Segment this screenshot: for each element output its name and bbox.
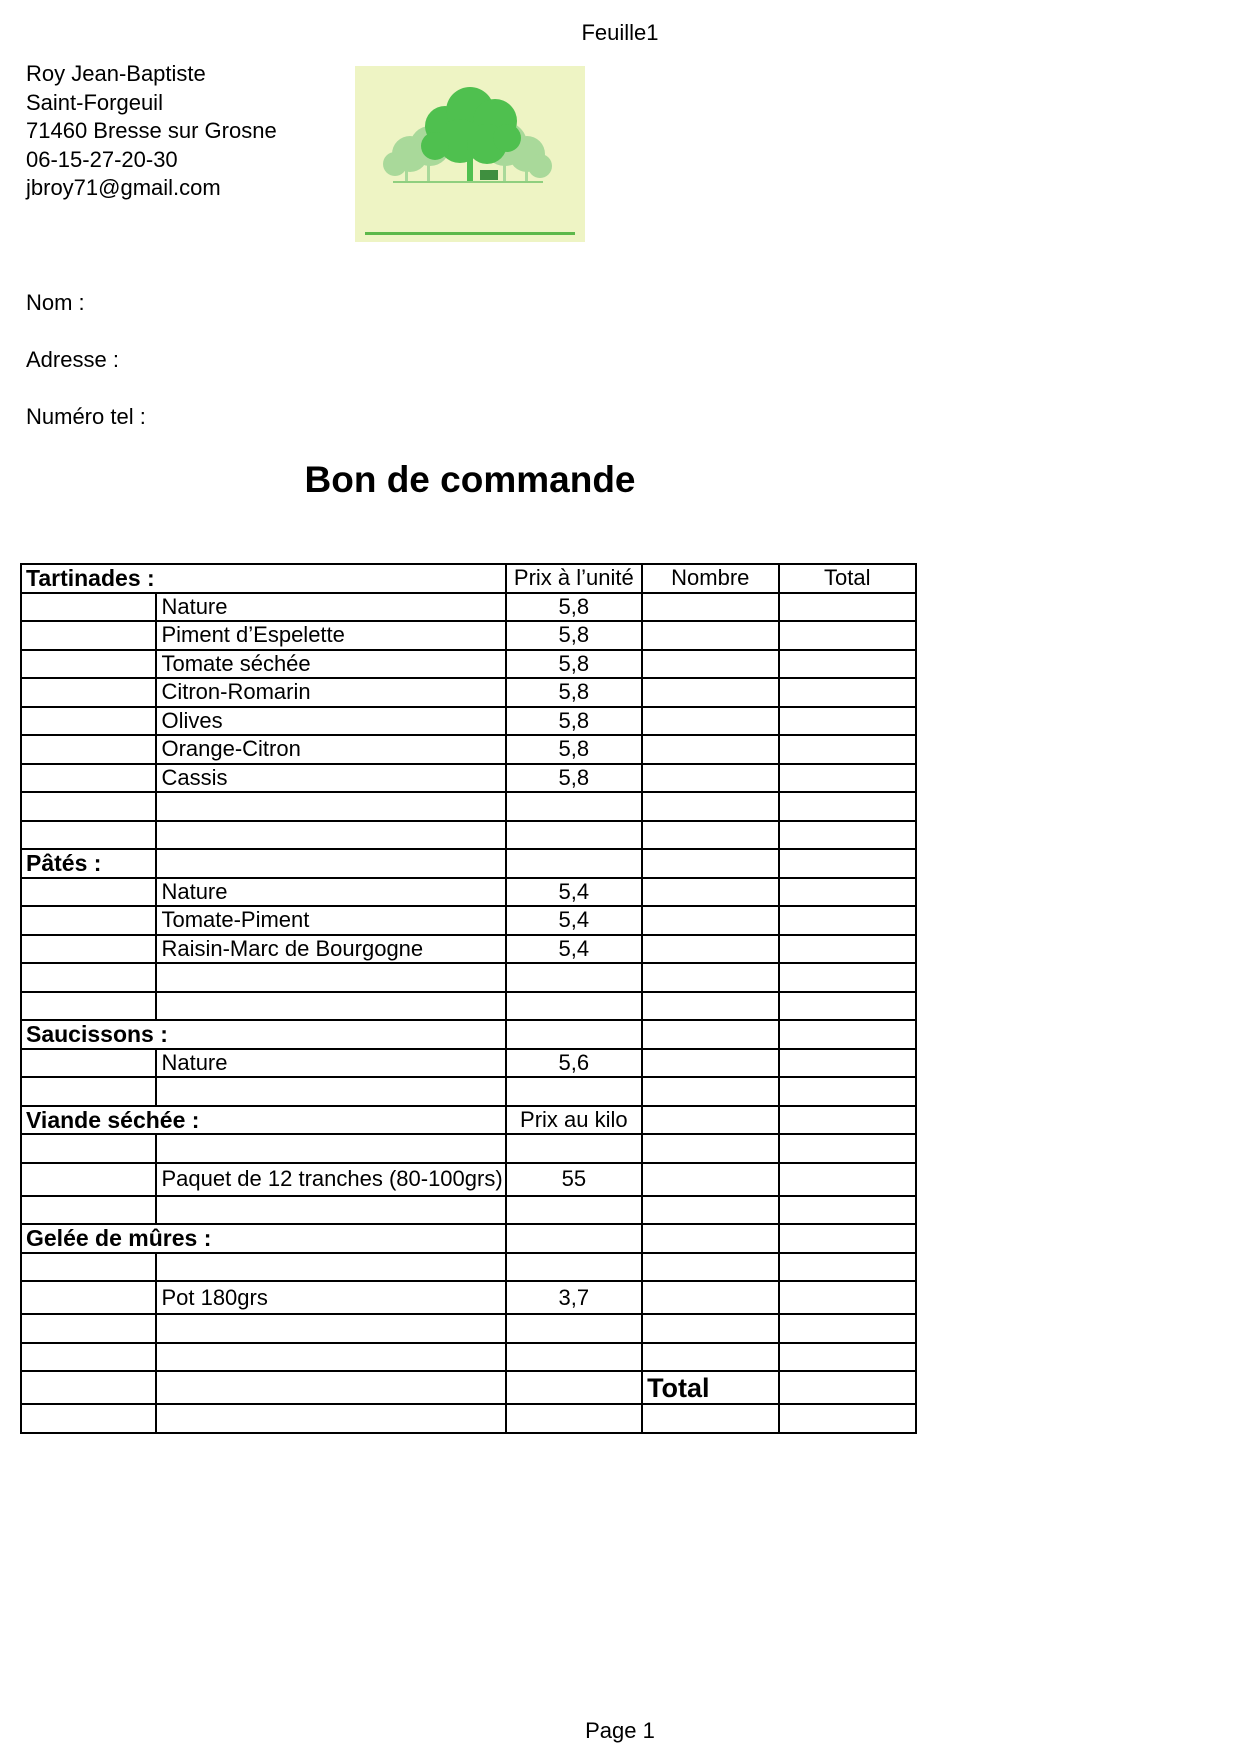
empty-row [21, 792, 916, 821]
product-price: 5,8 [506, 735, 642, 764]
quantity-cell[interactable] [642, 735, 778, 764]
customer-phone-label: Numéro tel : [26, 404, 146, 429]
empty-row [21, 1343, 916, 1372]
product-price: 5,4 [506, 878, 642, 907]
page-number: Page 1 [585, 1718, 655, 1743]
sender-name: Roy Jean-Baptiste [26, 61, 206, 86]
section-pates: Pâtés : [21, 849, 156, 878]
customer-address-label: Adresse : [26, 347, 119, 372]
order-table [20, 563, 917, 1434]
product-price: 5,8 [506, 678, 642, 707]
product-name: Paquet de 12 tranches (80-100grs) [156, 1163, 505, 1196]
product-name: Nature [156, 1049, 505, 1078]
total-cell[interactable] [779, 1281, 916, 1314]
product-name: Citron-Romarin [156, 678, 505, 707]
page-title: Bon de commande [304, 459, 636, 500]
total-cell[interactable] [779, 735, 916, 764]
sender-email: jbroy71@gmail.com [26, 175, 221, 200]
product-name: Cassis [156, 764, 505, 793]
quantity-cell[interactable] [642, 906, 778, 935]
product-name: Raisin-Marc de Bourgogne [156, 935, 505, 964]
product-name: Nature [156, 593, 505, 622]
quantity-cell[interactable] [642, 1163, 778, 1196]
total-cell[interactable] [779, 678, 916, 707]
total-cell[interactable] [779, 1163, 916, 1196]
product-price: 5,6 [506, 1049, 642, 1078]
table-row [21, 678, 916, 707]
empty-row [21, 821, 916, 850]
section-row [21, 1020, 916, 1049]
product-price: 5,8 [506, 593, 642, 622]
total-cell[interactable] [779, 707, 916, 736]
table-row [21, 906, 916, 935]
product-price: 5,8 [506, 764, 642, 793]
empty-row [21, 1314, 916, 1343]
sender-locality: Saint-Forgeuil [26, 89, 163, 115]
section-row [21, 1106, 916, 1135]
product-name: Nature [156, 878, 505, 907]
quantity-cell[interactable] [642, 650, 778, 679]
product-name: Olives [156, 707, 505, 736]
grand-total-label: Total [642, 1371, 778, 1404]
section-row [21, 1224, 916, 1253]
total-row [21, 1371, 916, 1404]
customer-name-label: Nom : [26, 290, 85, 315]
section-row [21, 849, 916, 878]
sender-city: 71460 Bresse sur Grosne [26, 118, 277, 143]
total-cell[interactable] [779, 621, 916, 650]
total-cell[interactable] [779, 878, 916, 907]
empty-row [21, 963, 916, 992]
column-total: Total [779, 564, 916, 593]
table-row [21, 650, 916, 679]
product-name: Orange-Citron [156, 735, 505, 764]
table-row [21, 878, 916, 907]
product-price: 55 [506, 1163, 642, 1196]
empty-row [21, 1077, 916, 1106]
product-name: Tomate-Piment [156, 906, 505, 935]
sender-block [26, 60, 277, 203]
table-row [21, 1049, 916, 1078]
table-row [21, 764, 916, 793]
empty-row [21, 992, 916, 1021]
product-price: 3,7 [506, 1281, 642, 1314]
column-unit-price: Prix à l’unité [506, 564, 642, 593]
quantity-cell[interactable] [642, 1049, 778, 1078]
quantity-cell[interactable] [642, 878, 778, 907]
quantity-cell[interactable] [642, 593, 778, 622]
price-per-kilo-header: Prix au kilo [506, 1106, 642, 1135]
sheet-name: Feuille1 [581, 20, 659, 45]
product-price: 5,8 [506, 621, 642, 650]
table-row [21, 1281, 916, 1314]
product-name: Tomate séchée [156, 650, 505, 679]
quantity-cell[interactable] [642, 621, 778, 650]
table-row [21, 735, 916, 764]
section-gelee-de-mures: Gelée de mûres : [21, 1224, 506, 1253]
empty-row [21, 1134, 916, 1163]
table-row [21, 935, 916, 964]
product-price: 5,8 [506, 650, 642, 679]
section-tartinades: Tartinades : [21, 564, 506, 593]
tree-logo-icon [355, 66, 585, 242]
grand-total-cell[interactable] [779, 1371, 916, 1404]
total-cell[interactable] [779, 650, 916, 679]
empty-row [21, 1404, 916, 1433]
product-price: 5,4 [506, 935, 642, 964]
total-cell[interactable] [779, 935, 916, 964]
total-cell[interactable] [779, 764, 916, 793]
total-cell[interactable] [779, 906, 916, 935]
quantity-cell[interactable] [642, 707, 778, 736]
table-header-row [21, 564, 916, 593]
product-price: 5,4 [506, 906, 642, 935]
total-cell[interactable] [779, 593, 916, 622]
table-row [21, 707, 916, 736]
sender-phone: 06-15-27-20-30 [26, 146, 178, 172]
column-quantity: Nombre [642, 564, 778, 593]
total-cell[interactable] [779, 1049, 916, 1078]
quantity-cell[interactable] [642, 764, 778, 793]
quantity-cell[interactable] [642, 935, 778, 964]
section-saucissons: Saucissons : [21, 1020, 506, 1049]
table-row [21, 621, 916, 650]
empty-row [21, 1196, 916, 1225]
product-name: Pot 180grs [156, 1281, 505, 1314]
table-row [21, 593, 916, 622]
quantity-cell[interactable] [642, 1281, 778, 1314]
product-name: Piment d’Espelette [156, 621, 505, 650]
section-viande-sechee: Viande séchée : [21, 1106, 506, 1135]
quantity-cell[interactable] [642, 678, 778, 707]
table-row [21, 1163, 916, 1196]
empty-row [21, 1253, 916, 1282]
product-price: 5,8 [506, 707, 642, 736]
